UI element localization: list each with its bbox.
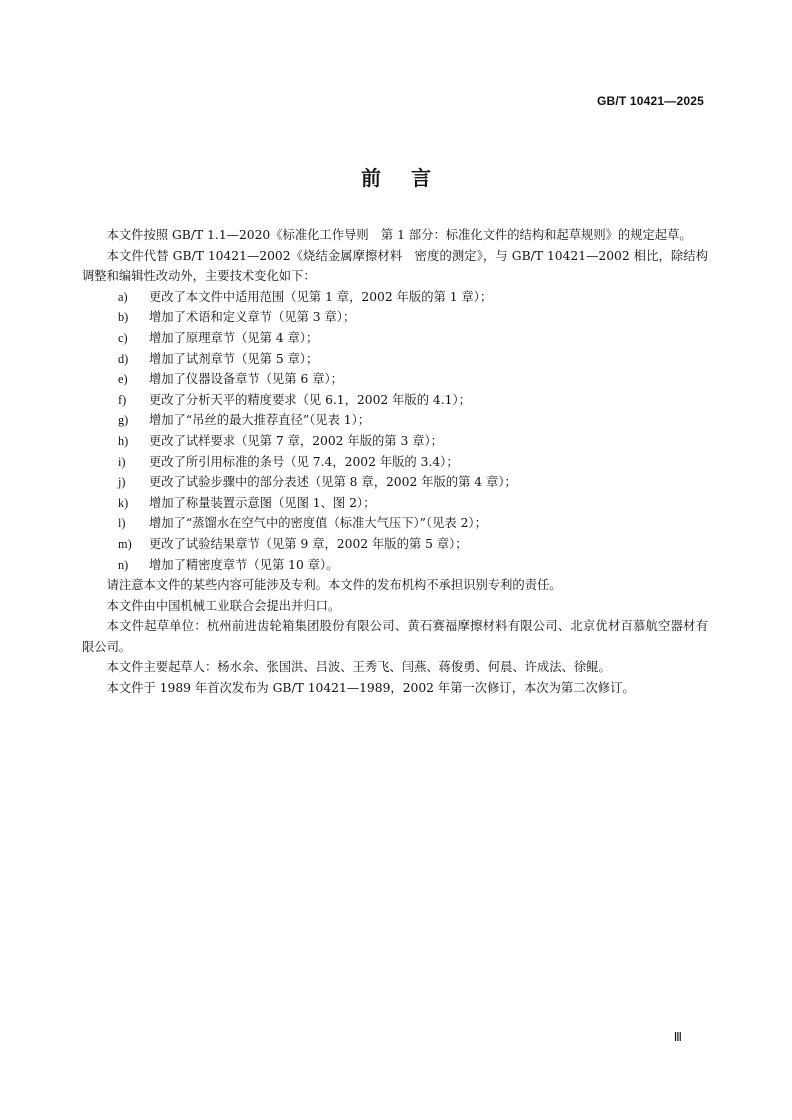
list-item-label: f) — [118, 392, 127, 407]
foreword-body — [82, 225, 708, 699]
intro-paragraph: 本文件代替 GB/T 10421—2002《烧结金属摩擦材料 密度的测定》，与 GB/T 10421—2002 相比，除结构调整和编辑性改动外，主要技术变化如下： — [82, 248, 708, 284]
list-item-label: l) — [118, 516, 126, 531]
list-item — [82, 349, 708, 370]
list-item-text: 增加了仪器设备章节（见第 6 章）； — [149, 372, 343, 387]
list-item — [82, 410, 708, 431]
list-item-label: c) — [118, 330, 128, 345]
list-item-label: b) — [118, 310, 129, 325]
list-item-label: k) — [118, 495, 129, 510]
page-title: 前言 — [361, 166, 461, 190]
list-item — [82, 328, 708, 349]
list-item-text: 更改了试验步骤中的部分表述（见第 8 章，2002 年版的第 4 章）； — [149, 475, 517, 490]
drafters: 本文件主要起草人：杨水余、张国洪、吕波、王秀飞、闫燕、蒋俊勇、何晨、许成法、徐鲲。 — [106, 660, 611, 675]
list-item — [82, 431, 708, 452]
list-item-label: e) — [118, 372, 128, 387]
list-item — [82, 513, 708, 534]
revision-history: 本文件于 1989 年首次发布为 GB/T 10421—1989，2002 年第一次修订，本次为第二次修订。 — [106, 681, 635, 696]
proposer-statement: 本文件由中国机械工业联合会提出并归口。 — [106, 598, 341, 613]
list-item-text: 增加了术语和定义章节（见第 3 章）； — [149, 310, 356, 325]
list-item-label: h) — [118, 433, 129, 448]
list-item — [82, 452, 708, 473]
change-list — [82, 287, 708, 575]
page-number: Ⅲ — [673, 1030, 682, 1044]
patent-notice: 请注意本文件的某些内容可能涉及专利。本文件的发布机构不承担识别专利的责任。 — [106, 578, 562, 593]
list-item-text: 更改了本文件中适用范围（见第 1 章，2002 年版的第 1 章）； — [149, 289, 493, 304]
intro-paragraph: 本文件按照 GB/T 1.1—2020《标准化工作导则 第 1 部分：标准化文件的结构和起草规则》的规定起草。 — [106, 228, 692, 242]
list-item-label: n) — [118, 557, 129, 572]
list-item — [82, 390, 708, 411]
list-item-label: m) — [118, 536, 132, 551]
list-item-label: a) — [118, 289, 128, 304]
list-item-label: j) — [118, 475, 126, 490]
list-item-text: 增加了试剂章节（见第 5 章）； — [149, 351, 319, 366]
list-item-label: i) — [118, 454, 126, 469]
list-item — [82, 287, 708, 308]
list-item — [82, 369, 708, 390]
list-item — [82, 555, 708, 576]
drafting-units: 本文件起草单位：杭州前进齿轮箱集团股份有限公司、黄石赛福摩擦材料有限公司、北京优材百慕航空器材有限公司。 — [82, 619, 708, 654]
list-item-text: 增加了“蒸馏水在空气中的密度值（标准大气压下）”（见表 2）； — [149, 516, 487, 531]
list-item — [82, 307, 708, 328]
list-item — [82, 472, 708, 493]
list-item-text: 更改了试样要求（见第 7 章，2002 年版的第 3 章）； — [149, 433, 443, 448]
standard-number: GB/T 10421—2025 — [596, 94, 704, 108]
list-item-text: 更改了分析天平的精度要求（见 6.1，2002 年版的 4.1）； — [149, 392, 471, 407]
list-item-text: 增加了“吊丝的最大推荐直径”（见表 1）； — [149, 413, 371, 428]
list-item-text: 增加了原理章节（见第 4 章）； — [149, 330, 319, 345]
list-item — [82, 534, 708, 555]
list-item-label: d) — [118, 351, 129, 366]
list-item — [82, 493, 708, 514]
list-item-text: 更改了所引用标准的条号（见 7.4，2002 年版的 3.4）； — [149, 454, 459, 469]
list-item-text: 更改了试验结果章节（见第 9 章，2002 年版的第 5 章）； — [149, 536, 468, 551]
list-item-label: g) — [118, 413, 129, 428]
list-item-text: 增加了称量装置示意图（见图 1、图 2）； — [149, 495, 376, 510]
list-item-text: 增加了精密度章节（见第 10 章）。 — [149, 557, 339, 572]
